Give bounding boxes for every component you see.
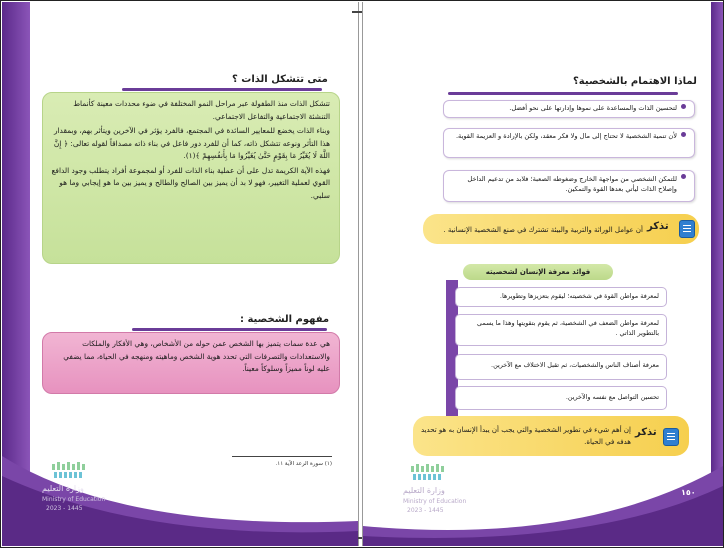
page-number: ١٥٠ [681, 488, 696, 497]
ministry-logo-icon [50, 462, 90, 480]
bullet-dot-icon [681, 132, 686, 137]
benefit-text: لمعرفة مواطن القوة في شخصيته؛ ليقوم بتعزيزها وتطويرها. [499, 292, 659, 300]
title-underline [132, 328, 327, 331]
remember-label: تذكر [635, 427, 657, 438]
ministry-name-en: Ministry of Education [42, 496, 106, 503]
ministry-logo-icon [409, 464, 449, 482]
footnote: (١) سورة الرعد الآية ١١. [275, 461, 332, 467]
title-underline [122, 88, 322, 91]
bullet-text: للتمكن الشخصي من مواجهة الخارج وضغوطه الصعبة؛ فلابد من تدعيم الداخل وإصلاح الذات ليأتي بعدها القوة والتمكين. [467, 175, 677, 193]
ministry-name-en: Ministry of Education [403, 498, 467, 505]
personality-concept-text: هي عدة سمات يتميز بها الشخص عمن حوله من الأشخاص، وهي الأفكار والملكات والاستعدادات والتصرفات التي تحدد هوية الشخص وماهيته ومنهجه في الحياة، مما يضفي عليه لوناً مميزاً وسلوكاً معيناً. [63, 339, 330, 373]
bullet-dot-icon [681, 104, 686, 109]
remember-label: تذكر [647, 221, 669, 232]
left-page [2, 2, 359, 546]
bullet-text: لأن تنمية الشخصية لا تحتاج إلى مال ولا فكر معقد، ولكن بالإرادة و العزيمة القوية. [455, 132, 677, 140]
benefit-text: تحسين التواصل مع نفسه والآخرين. [565, 393, 659, 401]
paragraph: وبناء الذات يخضع للمعايير السائدة في المجتمع، فالفرد يؤثر في الآخرين ويتأثر بهم، وبمقدار هذا التأثر ونوعه تتشكل ذاته، كما أن للفرد دور فاعل في بناء ذاته مصداقاً لقوله تعالى: ﴿ إِنَّ اللَّهَ لَا يُغَيِّرُ مَا بِقَوْمٍ حَتَّىٰ يُغَيِّرُوا مَا بِأَنفُسِهِمْ ﴾(١). [53, 126, 330, 160]
benefit-text: معرفة أصناف الناس والشخصيات، ثم تقبل الاختلاف مع الآخرين. [491, 361, 659, 369]
section-title-personality-concept: مفهوم الشخصية : [240, 314, 330, 325]
notepad-icon [663, 428, 679, 446]
remember-text: أن عوامل الوراثة والتربية والبيئة تشترك في صنع الشخصية الإنسانية . [443, 226, 643, 234]
paragraph: فهذه الآية الكريمة تدل على أن عملية بناء الذات للفرد أو لمجموعة أفراد يتطلب وجود الدافع القوي لعملية التغيير، فهو لا بد أن يميز بين الصالح والطالح و يميز بين ما هو إيجابي وما هو سلبي. [51, 165, 330, 200]
bullet-dot-icon [681, 174, 686, 179]
footnote-rule [232, 456, 332, 457]
remember-text: إن أهم شيء في تطوير الشخصية والتي يجب أن يبدأ الإنسان به هو تحديد هدفه في الحياة. [420, 426, 631, 446]
bullet-text: لتحسين الذات والمساعدة على نموها وإدارتها على نحو أفضل. [509, 104, 677, 112]
title-underline [448, 92, 678, 95]
section-title-why-personality: لماذا الاهتمام بالشخصية؟ [573, 76, 697, 87]
paragraph: تتشكل الذات منذ الطفولة عبر مراحل النمو المختلفة في ضوء محددات معينة كأنماط التنشئة الاجتماعية والتفاعل الاجتماعي. [73, 99, 330, 121]
benefits-title: فوائد معرفة الإنسان لشخصيته [463, 264, 613, 280]
ministry-year: 2023 - 1445 [407, 507, 444, 514]
ministry-name: وزارة التعليم [42, 484, 84, 493]
section-title-self-formation: متى تتشكل الذات ؟ [232, 74, 328, 85]
benefit-text: لمعرفة مواطن الضعف في الشخصية، ثم يقوم بتقويتها وهذا ما يسمى بالتطوير الذاتي . [477, 319, 659, 337]
right-page [362, 2, 723, 546]
notepad-icon [679, 220, 695, 238]
ministry-name: وزارة التعليم [403, 486, 445, 495]
ministry-year: 2023 - 1445 [46, 505, 83, 512]
self-formation-text [50, 98, 330, 204]
